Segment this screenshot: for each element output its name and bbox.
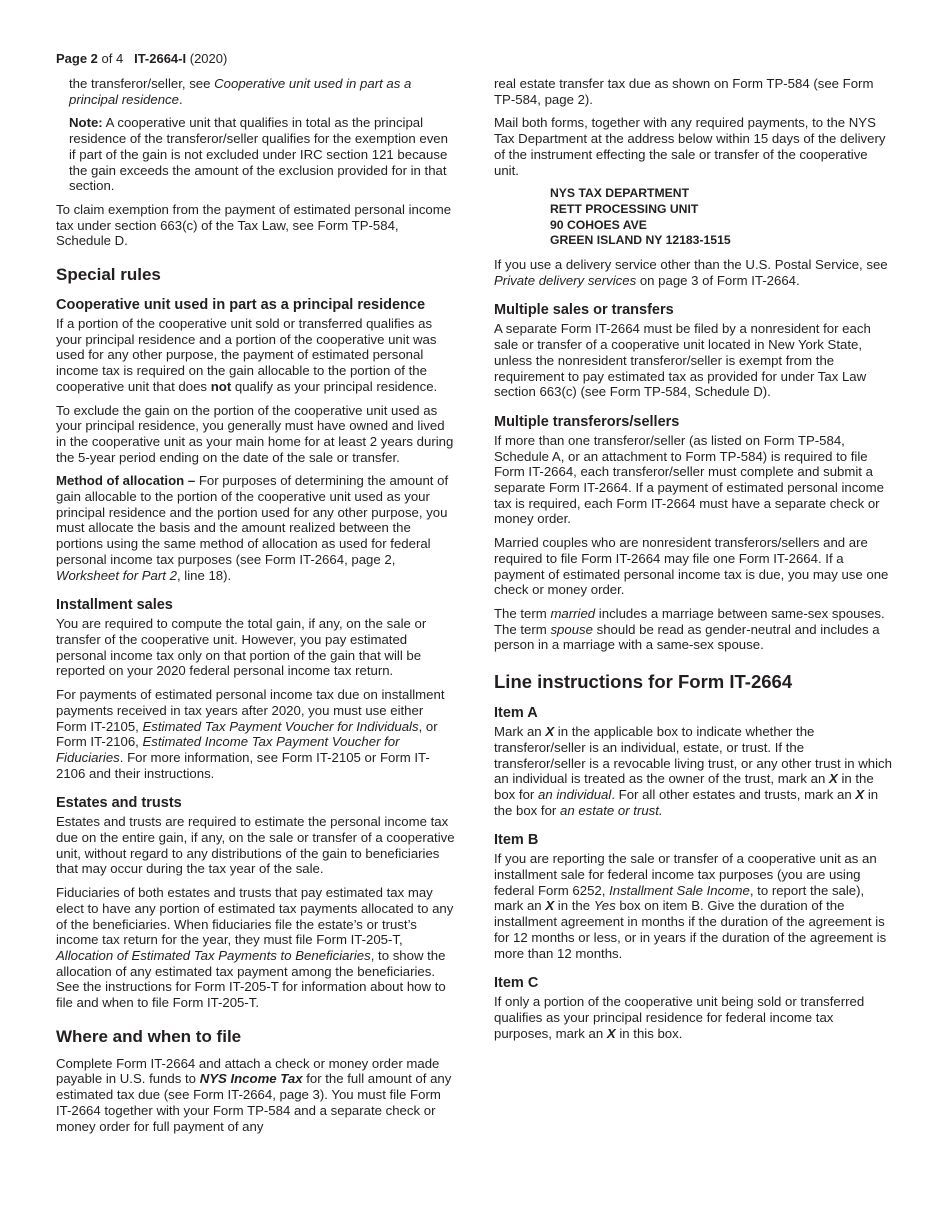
item-b-paragraph: If you are reporting the sale or transfer of a cooperative unit as an installment sale for federal income tax purposes (you are using federal Form 6252, Installment Sale Income, to report the sale), mark an X in the Yes box on item B. Give the duration of the installment agreement in months if the duration of the agreement is for 12 months or less, or in years if the duration of the agreement is more than 12 months. <box>494 851 887 961</box>
where-when-heading: Where and when to file <box>56 1026 242 1046</box>
page-of: of 4 <box>101 51 124 66</box>
delivery-service-paragraph: If you use a delivery service other than the U.S. Postal Service, see Private delivery services on page 3 of Form IT-2664. <box>494 257 888 288</box>
note-paragraph: Note: A cooperative unit that qualifies in total as the principal residence of the transferor/seller qualifies for the exemption even if part of the gain is not excluded under IRC section 121 because the gain exceeds the amount of the exclusion provided for in that section. <box>69 115 448 194</box>
item-c-paragraph: If only a portion of the cooperative unit being sold or transferred qualifies as your principal residence for federal income tax purposes, mark an X in this box. <box>494 994 865 1041</box>
address-line: NYS TAX DEPARTMENT <box>550 186 690 201</box>
installment-paragraph-1: You are required to compute the total gain, if any, on the sale or transfer of the cooperative unit. However, you pay estimated personal income tax only on that portion of the gain that will be reported on your 2020 federal personal income tax return. <box>56 616 427 679</box>
right-column <box>494 76 894 1049</box>
continued-paragraph: real estate transfer tax due as shown on Form TP-584 (see Form TP-584, page 2). <box>494 76 874 107</box>
multiple-sales-paragraph: A separate Form IT-2664 must be filed by a nonresident for each sale or transfer of a cooperative unit located in New York State, unless the nonresident transferor/seller is exempt from the requirement to pay estimated tax as provided for under Tax Law section 663(c) (see Form TP-584, Schedule D). <box>494 321 871 400</box>
intro-paragraph: the transferor/seller, see Cooperative unit used in part as a principal residence. <box>69 76 412 107</box>
page-header <box>56 51 227 66</box>
mailing-address <box>550 186 894 249</box>
address-line: 90 COHOES AVE <box>550 217 647 232</box>
estates-paragraph-1: Estates and trusts are required to estimate the personal income tax due on the entire gain, if any, on the sale or transfer of a cooperative unit, without regard to any distributions of the gain to beneficiaries that may occur during the tax year of the sale. <box>56 814 455 877</box>
left-column <box>56 76 456 1142</box>
item-a-heading: Item A <box>494 705 538 722</box>
mail-paragraph: Mail both forms, together with any required payments, to the NYS Tax Department at the address below within 15 days of the delivery of the instrument effecting the sale or transfer of the cooperative unit. <box>494 115 886 178</box>
form-id: IT-2664-I <box>134 51 187 66</box>
where-when-paragraph: Complete Form IT-2664 and attach a check or money order made payable in U.S. funds to NYS Income Tax for the full amount of any estimated tax due (see Form IT-2664, page 3). You must file Form IT-2664 together with your Form TP-584 and a separate check or money order for full payment of any <box>56 1055 452 1134</box>
multiple-transferors-paragraph-2: Married couples who are nonresident transferors/sellers and are required to file Form IT-2664 may file one Form IT-2664. If a payment of estimated personal income tax is due, you may use one check or money order. <box>494 535 889 598</box>
address-line: RETT PROCESSING UNIT <box>550 201 699 216</box>
special-rules-heading: Special rules <box>56 265 161 285</box>
multiple-transferors-paragraph-3: The term married includes a marriage between same-sex spouses. The term spouse should be read as gender-neutral and includes a person in a marriage with a same-sex spouse. <box>494 605 885 653</box>
installment-paragraph-2: For payments of estimated personal income tax due on installment payments received in tax years after 2020, you must use either Form IT-2105, Estimated Tax Payment Voucher for Individuals, or Form IT-2106, Estimated Income Tax Payment Voucher for Fiduciaries. For more information, see Form IT-2105 or Form IT-2106 and their instructions. <box>56 687 445 781</box>
multiple-sales-heading: Multiple sales or transfers <box>494 302 674 319</box>
estates-paragraph-2: Fiduciaries of both estates and trusts that pay estimated tax may elect to have any portion of estimated tax payments allocated to any of the beneficiaries. When fiduciaries file the estate’s or trust’s income tax return for the year, they must file Form IT-205-T, Allocation of Estimated Tax Payments to Beneficiaries, to show the allocation of any estimated tax payment among the beneficiaries. See the instructions for Form IT-205-T for information about how to file and when to file Form IT-205-T. <box>56 885 454 1011</box>
coop-unit-heading: Cooperative unit used in part as a principal residence <box>56 297 426 314</box>
item-a-paragraph: Mark an X in the applicable box to indicate whether the transferor/seller is an individual, estate, or trust. If the transferor/seller is a revocable living trust, or any other trust in which an individual is treated as the owner of the trust, mark an X in the box for an individual. For all other estates and trusts, mark an X in the box for an estate or trust. <box>494 724 892 818</box>
claim-exemption-paragraph: To claim exemption from the payment of estimated personal income tax under section 663(c) of the Tax Law, see Form TP-584, Schedule D. <box>56 201 452 249</box>
coop-paragraph-1: If a portion of the cooperative unit sold or transferred qualifies as your principal residence and a portion of the cooperative unit was used for any other purpose, the payment of estimated personal income tax is required on the gain allocable to the portion of the cooperative unit that does not qualify as your principal residence. <box>56 316 438 394</box>
page-label: Page 2 <box>56 51 98 66</box>
form-year: (2020) <box>189 51 228 66</box>
estates-trusts-heading: Estates and trusts <box>56 795 182 812</box>
multiple-transferors-heading: Multiple transferors/sellers <box>494 413 680 430</box>
method-of-allocation-paragraph: Method of allocation – For purposes of determining the amount of gain allocable to the portion of the cooperative unit used as your principal residence and the portion used for any other purpose, you must allocate the basis and the amount realized between the portions using the same method of allocation as used for federal personal income tax purposes (see Form IT-2664, page 2, Worksheet for Part 2, line 18). <box>56 473 449 583</box>
item-b-heading: Item B <box>494 832 539 849</box>
address-line: GREEN ISLAND NY 12183-1515 <box>550 233 731 248</box>
coop-paragraph-2: To exclude the gain on the portion of the cooperative unit used as your principal residence, you generally must have owned and lived in the cooperative unit as your main home for at least 2 years during the 5-year period ending on the date of the sale or transfer. <box>56 402 454 465</box>
multiple-transferors-paragraph-1: If more than one transferor/seller (as listed on Form TP-584, Schedule A, or an attachment to Form TP-584) is required to file Form IT-2664, each transferor/seller must complete and submit a separate Form IT-2664. If a payment of estimated personal income tax is required, each Form IT-2664 must have a separate check or money order. <box>494 432 884 527</box>
item-c-heading: Item C <box>494 975 539 992</box>
installment-sales-heading: Installment sales <box>56 597 173 614</box>
line-instructions-heading: Line instructions for Form IT-2664 <box>494 671 793 693</box>
